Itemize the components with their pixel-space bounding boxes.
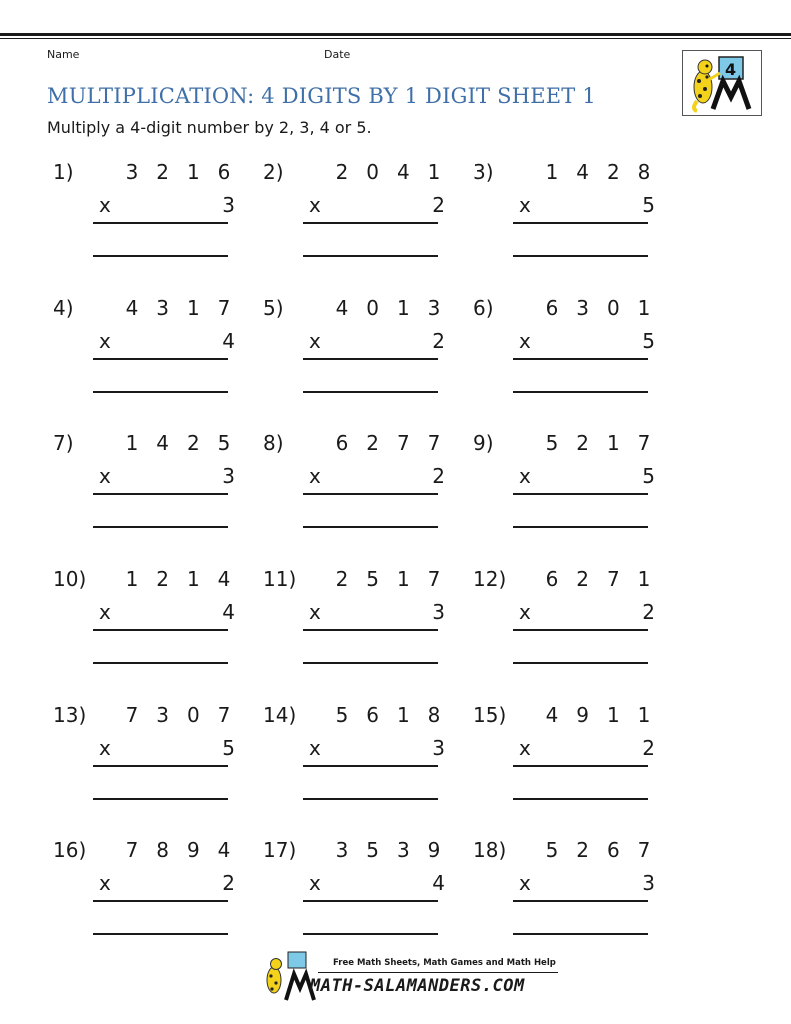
problem-number: 9) <box>473 431 494 455</box>
multiplicand-digit: 5 <box>545 431 559 455</box>
multiplicand-digit: 0 <box>366 296 380 320</box>
operation-line <box>93 629 228 631</box>
multiplier: 2 <box>432 329 445 353</box>
multiplicand-digit: 1 <box>637 703 651 727</box>
problem-12 <box>473 567 673 687</box>
multiplicand-digit: 7 <box>217 703 231 727</box>
problem-number: 12) <box>473 567 507 591</box>
answer-line[interactable] <box>513 526 648 528</box>
multiplier: 3 <box>222 464 235 488</box>
problem-14 <box>263 703 463 823</box>
problem-number: 11) <box>263 567 297 591</box>
multiplicand-digit: 6 <box>545 296 559 320</box>
multiplicand <box>543 296 653 320</box>
answer-line[interactable] <box>93 526 228 528</box>
multiply-sign: x <box>519 464 531 488</box>
problem-11 <box>263 567 463 687</box>
multiply-sign: x <box>309 193 321 217</box>
worksheet-title: MULTIPLICATION: 4 DIGITS BY 1 DIGIT SHEET 1 <box>47 84 596 108</box>
multiplier: 4 <box>432 871 445 895</box>
problem-13 <box>53 703 253 823</box>
multiplicand-digit: 4 <box>217 567 231 591</box>
answer-line[interactable] <box>303 933 438 935</box>
multiplicand-digit: 4 <box>545 703 559 727</box>
multiplicand <box>333 838 443 862</box>
multiply-sign: x <box>519 871 531 895</box>
multiplicand-digit: 8 <box>156 838 170 862</box>
problem-15 <box>473 703 673 823</box>
answer-line[interactable] <box>513 391 648 393</box>
multiplicand-digit: 3 <box>125 160 139 184</box>
multiplicand-digit: 1 <box>125 431 139 455</box>
problem-number: 2) <box>263 160 284 184</box>
multiplicand-digit: 3 <box>156 703 170 727</box>
answer-line[interactable] <box>303 391 438 393</box>
multiplicand-digit: 3 <box>156 296 170 320</box>
multiplicand-digit: 7 <box>606 567 620 591</box>
problem-17 <box>263 838 463 958</box>
operation-line <box>93 222 228 224</box>
multiplier: 3 <box>432 736 445 760</box>
multiplicand-digit: 1 <box>186 296 200 320</box>
answer-line[interactable] <box>513 933 648 935</box>
problem-number: 7) <box>53 431 74 455</box>
multiplier: 5 <box>642 193 655 217</box>
multiplicand <box>333 296 443 320</box>
operation-line <box>513 765 648 767</box>
multiplicand-digit: 4 <box>396 160 410 184</box>
multiplicand-digit: 7 <box>396 431 410 455</box>
operation-line <box>93 900 228 902</box>
problem-number: 13) <box>53 703 87 727</box>
multiplicand-digit: 2 <box>335 567 349 591</box>
operation-line <box>93 765 228 767</box>
multiply-sign: x <box>309 736 321 760</box>
operation-line <box>303 765 438 767</box>
multiplicand-digit: 6 <box>335 431 349 455</box>
operation-line <box>513 493 648 495</box>
problem-16 <box>53 838 253 958</box>
answer-line[interactable] <box>93 391 228 393</box>
problem-3 <box>473 160 673 280</box>
problem-number: 5) <box>263 296 284 320</box>
multiply-sign: x <box>99 871 111 895</box>
multiplicand-digit: 1 <box>396 567 410 591</box>
multiplicand <box>333 567 443 591</box>
multiplicand-digit: 6 <box>366 703 380 727</box>
problem-number: 14) <box>263 703 297 727</box>
multiplicand <box>123 431 233 455</box>
multiplicand-digit: 1 <box>186 567 200 591</box>
multiplicand-digit: 4 <box>156 431 170 455</box>
answer-line[interactable] <box>513 255 648 257</box>
multiplicand-digit: 1 <box>396 296 410 320</box>
multiplier: 2 <box>222 871 235 895</box>
multiplicand-digit: 7 <box>125 703 139 727</box>
logo-number: 4 <box>725 60 737 79</box>
multiplicand-digit: 7 <box>637 838 651 862</box>
multiply-sign: x <box>309 464 321 488</box>
multiplicand-digit: 6 <box>545 567 559 591</box>
operation-line <box>513 629 648 631</box>
multiplier: 3 <box>222 193 235 217</box>
multiplicand-digit: 5 <box>335 703 349 727</box>
multiplicand-digit: 1 <box>396 703 410 727</box>
answer-line[interactable] <box>93 798 228 800</box>
multiply-sign: x <box>519 329 531 353</box>
multiplicand-digit: 7 <box>125 838 139 862</box>
operation-line <box>303 493 438 495</box>
problem-number: 4) <box>53 296 74 320</box>
multiplicand-digit: 1 <box>427 160 441 184</box>
answer-line[interactable] <box>93 255 228 257</box>
multiplicand-digit: 9 <box>427 838 441 862</box>
multiplicand <box>123 703 233 727</box>
footer-brand[interactable]: MATH-SALAMANDERS.COM <box>310 976 525 996</box>
multiplicand-digit: 8 <box>427 703 441 727</box>
multiplicand-digit: 8 <box>637 160 651 184</box>
multiplicand-digit: 7 <box>427 431 441 455</box>
name-label: Name <box>47 48 80 61</box>
multiplicand-digit: 4 <box>335 296 349 320</box>
answer-line[interactable] <box>93 662 228 664</box>
problem-number: 10) <box>53 567 87 591</box>
multiplicand <box>123 838 233 862</box>
date-label: Date <box>324 48 351 61</box>
problem-number: 6) <box>473 296 494 320</box>
problem-4 <box>53 296 253 416</box>
multiplicand-digit: 2 <box>335 160 349 184</box>
multiply-sign: x <box>519 600 531 624</box>
multiplicand <box>333 703 443 727</box>
multiplicand <box>543 431 653 455</box>
top-rule-thin <box>0 38 791 39</box>
operation-line <box>513 900 648 902</box>
answer-line[interactable] <box>513 662 648 664</box>
multiplicand-digit: 2 <box>186 431 200 455</box>
multiplicand <box>333 431 443 455</box>
problem-number: 16) <box>53 838 87 862</box>
multiplicand <box>543 567 653 591</box>
answer-line[interactable] <box>93 933 228 935</box>
answer-line[interactable] <box>303 662 438 664</box>
multiplier: 3 <box>642 871 655 895</box>
multiply-sign: x <box>99 464 111 488</box>
footer-tagline: Free Math Sheets, Math Games and Math Help <box>333 958 556 968</box>
multiplicand-digit: 3 <box>427 296 441 320</box>
multiplicand-digit: 5 <box>366 838 380 862</box>
multiplicand-digit: 2 <box>156 160 170 184</box>
multiplicand-digit: 1 <box>606 431 620 455</box>
problem-7 <box>53 431 253 551</box>
multiplier: 2 <box>642 736 655 760</box>
top-rule <box>0 33 791 36</box>
problem-9 <box>473 431 673 551</box>
problem-number: 8) <box>263 431 284 455</box>
multiply-sign: x <box>309 329 321 353</box>
multiplicand-digit: 2 <box>156 567 170 591</box>
multiplicand-digit: 1 <box>545 160 559 184</box>
multiply-sign: x <box>309 600 321 624</box>
multiplicand-digit: 2 <box>366 431 380 455</box>
multiply-sign: x <box>99 193 111 217</box>
multiplicand-digit: 2 <box>606 160 620 184</box>
multiplicand-digit: 6 <box>606 838 620 862</box>
problem-2 <box>263 160 463 280</box>
multiplicand-digit: 5 <box>545 838 559 862</box>
footer-divider <box>318 972 558 973</box>
operation-line <box>93 358 228 360</box>
multiplicand-digit: 2 <box>576 431 590 455</box>
multiplicand <box>333 160 443 184</box>
multiplicand-digit: 1 <box>606 703 620 727</box>
problem-5 <box>263 296 463 416</box>
answer-line[interactable] <box>303 526 438 528</box>
multiplicand-digit: 1 <box>186 160 200 184</box>
multiplicand <box>543 838 653 862</box>
multiplicand <box>123 567 233 591</box>
multiplicand-digit: 1 <box>637 296 651 320</box>
multiplicand <box>123 160 233 184</box>
multiplicand-digit: 5 <box>366 567 380 591</box>
problem-10 <box>53 567 253 687</box>
multiplicand <box>543 160 653 184</box>
multiplicand-digit: 4 <box>125 296 139 320</box>
multiply-sign: x <box>99 736 111 760</box>
multiplier: 2 <box>642 600 655 624</box>
salamander-logo-icon <box>682 50 762 116</box>
multiplicand-digit: 4 <box>576 160 590 184</box>
problem-6 <box>473 296 673 416</box>
answer-line[interactable] <box>303 798 438 800</box>
multiplier: 4 <box>222 329 235 353</box>
multiply-sign: x <box>309 871 321 895</box>
multiply-sign: x <box>519 193 531 217</box>
multiplicand <box>123 296 233 320</box>
operation-line <box>303 629 438 631</box>
multiplicand-digit: 6 <box>217 160 231 184</box>
answer-line[interactable] <box>513 798 648 800</box>
multiply-sign: x <box>519 736 531 760</box>
multiplicand-digit: 7 <box>427 567 441 591</box>
multiplicand-digit: 0 <box>186 703 200 727</box>
problem-8 <box>263 431 463 551</box>
problem-number: 15) <box>473 703 507 727</box>
operation-line <box>303 358 438 360</box>
worksheet-instructions: Multiply a 4-digit number by 2, 3, 4 or 5. <box>47 118 372 137</box>
multiplicand-digit: 2 <box>576 567 590 591</box>
multiplicand-digit: 1 <box>637 567 651 591</box>
multiplier: 2 <box>432 193 445 217</box>
problem-1 <box>53 160 253 280</box>
multiplicand-digit: 7 <box>217 296 231 320</box>
multiplicand-digit: 9 <box>186 838 200 862</box>
multiplicand-digit: 0 <box>606 296 620 320</box>
multiplicand-digit: 3 <box>335 838 349 862</box>
operation-line <box>513 222 648 224</box>
problem-number: 17) <box>263 838 297 862</box>
multiplicand-digit: 1 <box>125 567 139 591</box>
multiply-sign: x <box>99 329 111 353</box>
multiplicand-digit: 4 <box>217 838 231 862</box>
multiplicand-digit: 3 <box>396 838 410 862</box>
multiplicand-digit: 9 <box>576 703 590 727</box>
multiplier: 3 <box>432 600 445 624</box>
multiplier: 2 <box>432 464 445 488</box>
problem-number: 18) <box>473 838 507 862</box>
operation-line <box>93 493 228 495</box>
problem-number: 3) <box>473 160 494 184</box>
operation-line <box>303 900 438 902</box>
multiplicand <box>543 703 653 727</box>
multiplicand-digit: 2 <box>576 838 590 862</box>
multiplier: 5 <box>642 329 655 353</box>
multiplier: 4 <box>222 600 235 624</box>
multiplicand-digit: 3 <box>576 296 590 320</box>
answer-line[interactable] <box>303 255 438 257</box>
problem-number: 1) <box>53 160 74 184</box>
multiplicand-digit: 5 <box>217 431 231 455</box>
multiplicand-digit: 7 <box>637 431 651 455</box>
multiply-sign: x <box>99 600 111 624</box>
multiplicand-digit: 0 <box>366 160 380 184</box>
multiplier: 5 <box>222 736 235 760</box>
operation-line <box>303 222 438 224</box>
operation-line <box>513 358 648 360</box>
multiplier: 5 <box>642 464 655 488</box>
problem-18 <box>473 838 673 958</box>
